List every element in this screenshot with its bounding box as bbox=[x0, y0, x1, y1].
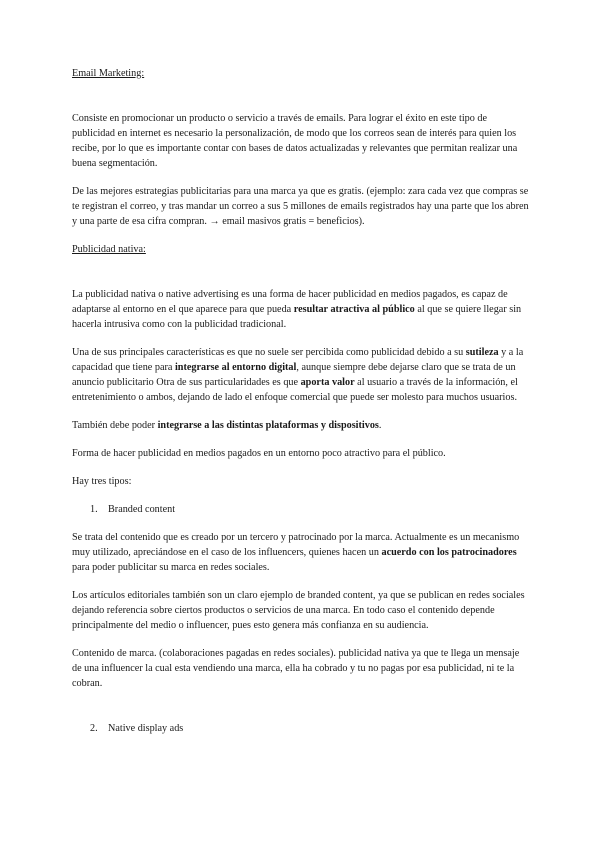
text-run: La publicidad nativa o native advertising es una forma de hacer publicidad en medios pagados, es capaz de adaptarse al entorno en el que aparece para que pueda bbox=[72, 289, 508, 315]
list-item bbox=[72, 721, 530, 736]
text-run: para poder publicitar su marca en redes sociales. bbox=[72, 562, 270, 573]
list-number: 2. bbox=[90, 723, 98, 734]
bold-run: resultar atractiva al público bbox=[293, 304, 415, 315]
paragraph bbox=[72, 530, 530, 575]
text-run: , aunque siempre debe dejarse claro que se trata de un anuncio publicitario Otra de sus particularidades es que bbox=[72, 362, 516, 388]
paragraph: Los artículos editoriales también son un claro ejemplo de branded content, ya que se publican en redes sociales dejando referencia sobre ciertos productos o servicios de una marca. En todo caso el contenido depende principalmente del medio o influencer, pues esto genera más confianza en su audiencia. bbox=[72, 590, 525, 631]
list-item-label: Native display ads bbox=[108, 723, 184, 734]
bold-run: aporta valor bbox=[300, 377, 355, 388]
bold-run: sutileza bbox=[465, 347, 499, 358]
bold-run: integrarse a las distintas plataformas y dispositivos bbox=[157, 420, 379, 431]
document-body bbox=[72, 66, 530, 736]
section-heading-email-marketing: Email Marketing: bbox=[72, 68, 145, 79]
text-run: y a la capacidad que tiene para bbox=[72, 347, 524, 373]
paragraph bbox=[72, 345, 530, 405]
list-item bbox=[72, 502, 530, 517]
text-run: Una de sus principales características es que no suele ser percibida como publicidad debido a su bbox=[72, 347, 466, 358]
bold-run: acuerdo con los patrocinadores bbox=[381, 547, 517, 558]
text-run: al que se quiere llegar sin hacerla intrusiva como con la publicidad tradicional. bbox=[72, 304, 522, 330]
section-heading-publicidad-nativa: Publicidad nativa: bbox=[72, 244, 146, 255]
paragraph bbox=[72, 287, 530, 332]
list-number: 1. bbox=[90, 504, 98, 515]
paragraph: Hay tres tipos: bbox=[72, 476, 132, 487]
text-run: Se trata del contenido que es creado por un tercero y patrocinado por la marca. Actualmente es un mecanismo muy utilizado, apreciándose en el caso de los influencers, quienes hacen un bbox=[72, 532, 520, 558]
text-run: . bbox=[378, 420, 382, 431]
paragraph bbox=[72, 418, 530, 433]
paragraph: Consiste en promocionar un producto o servicio a través de emails. Para lograr el éxito en este tipo de publicidad en internet es necesario la personalización, de modo que los correos sean de interés para quien los recibe, por lo que es importante contar con bases de datos actualizadas y relevantes que permitan realizar una buena segmentación. bbox=[72, 113, 518, 169]
paragraph: De las mejores estrategias publicitarias para una marca ya que es gratis. (ejemplo: zara cada vez que compras se te registran el correo, y tras mandar un correo a sus 5 millones de emails registrados hay una parte que los abren y una parte de esa cifra compran. → email masivos gratis = beneficios). bbox=[72, 186, 529, 227]
text-run: También debe poder bbox=[72, 420, 158, 431]
bold-run: integrarse al entorno digital bbox=[174, 362, 297, 373]
paragraph: Forma de hacer publicidad en medios pagados en un entorno poco atractivo para el público. bbox=[72, 448, 446, 459]
paragraph: Contenido de marca. (colaboraciones pagadas en redes sociales). publicidad nativa ya que te llega un mensaje de una influencer la cual esta vendiendo una marca, ella ha cobrado y tu no pagas por esa publicidad, ni te la cobran. bbox=[72, 648, 520, 689]
list-item-label: Branded content bbox=[108, 504, 176, 515]
text-run: al usuario a través de la información, el entretenimiento o ambos, dejando de lado el enfoque comercial que puede ser molesto para muchos usuarios. bbox=[72, 377, 518, 403]
